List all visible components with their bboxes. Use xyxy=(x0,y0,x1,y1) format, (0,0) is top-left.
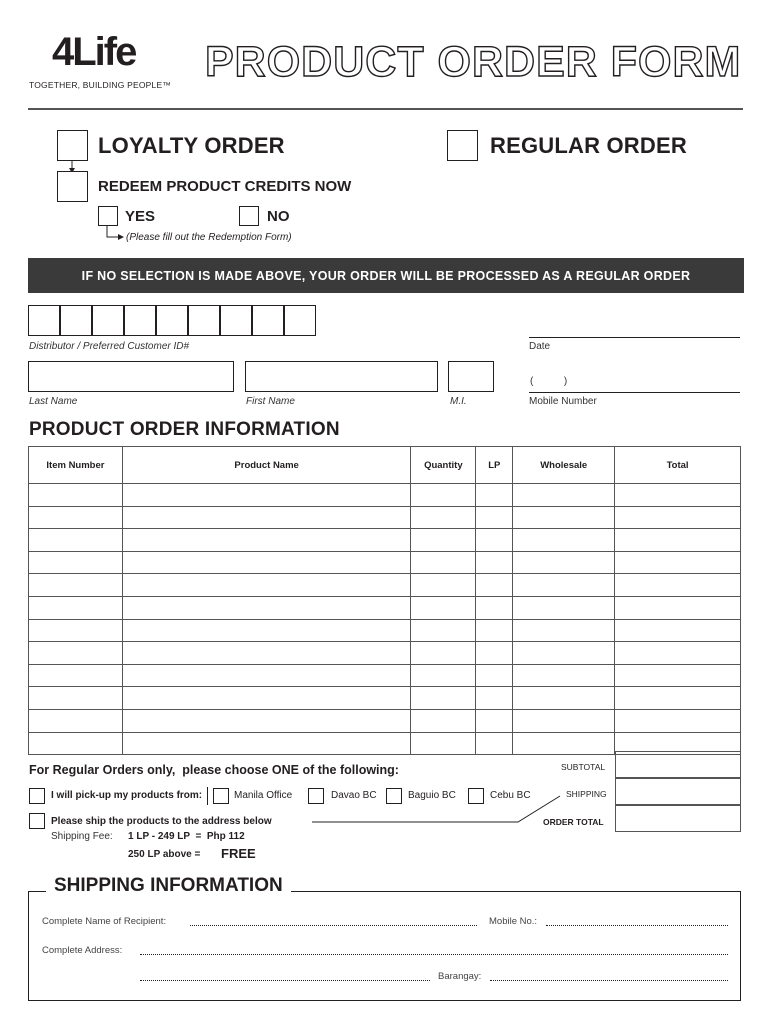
order-cell[interactable] xyxy=(615,619,741,642)
ship-label: Please ship the products to the address below xyxy=(51,816,272,827)
id-digit-box[interactable] xyxy=(156,305,188,336)
column-header: Item Number xyxy=(29,447,123,484)
column-header: LP xyxy=(476,447,513,484)
order-cell[interactable] xyxy=(122,642,411,665)
order-cell[interactable] xyxy=(122,574,411,597)
branch-manila-checkbox[interactable] xyxy=(213,788,229,804)
barangay-label: Barangay: xyxy=(438,971,482,982)
redeem-yes-checkbox[interactable] xyxy=(98,206,118,226)
order-cell[interactable] xyxy=(29,642,123,665)
recipient-field[interactable] xyxy=(190,925,477,926)
distributor-id-caption: Distributor / Preferred Customer ID# xyxy=(29,341,190,352)
redeem-note: (Please fill out the Redemption Form) xyxy=(126,232,292,243)
order-cell[interactable] xyxy=(411,664,476,687)
order-cell[interactable] xyxy=(513,642,615,665)
redeem-yes-label: YES xyxy=(125,208,156,225)
shipping-info-box xyxy=(28,891,741,1001)
order-cell[interactable] xyxy=(615,687,741,710)
order-cell[interactable] xyxy=(513,687,615,710)
table-row xyxy=(29,709,741,732)
header-divider xyxy=(28,108,743,110)
id-digit-box[interactable] xyxy=(252,305,284,336)
column-header: Quantity xyxy=(411,447,476,484)
order-cell[interactable] xyxy=(513,529,615,552)
order-table xyxy=(28,446,741,755)
order-cell[interactable] xyxy=(122,551,411,574)
barangay-field[interactable] xyxy=(490,980,728,981)
form-title: PRODUCT ORDER FORM xyxy=(205,38,742,86)
subtotal-label: SUBTOTAL xyxy=(561,762,606,772)
order-cell[interactable] xyxy=(411,529,476,552)
branch-manila-label: Manila Office xyxy=(234,790,293,801)
order-cell[interactable] xyxy=(122,709,411,732)
shipping-label: SHIPPING xyxy=(566,789,607,799)
table-row xyxy=(29,484,741,507)
pickup-label: I will pick-up my products from: xyxy=(51,790,203,801)
id-digit-box[interactable] xyxy=(92,305,124,336)
mobile-number-caption: Mobile Number xyxy=(529,396,597,407)
order-cell[interactable] xyxy=(615,506,741,529)
order-cell[interactable] xyxy=(476,619,513,642)
order-cell[interactable] xyxy=(615,551,741,574)
order-cell[interactable] xyxy=(411,596,476,619)
order-cell[interactable] xyxy=(122,596,411,619)
regular-options-heading: For Regular Orders only, please choose ONE of the following: xyxy=(29,763,399,777)
middle-initial-field[interactable] xyxy=(448,361,494,392)
id-digit-box[interactable] xyxy=(220,305,252,336)
fee-tier1: 1 LP - 249 LP = Php 112 xyxy=(128,831,245,842)
order-cell[interactable] xyxy=(411,574,476,597)
address-line-2-field[interactable] xyxy=(140,980,430,981)
order-total-label: ORDER TOTAL xyxy=(543,817,604,827)
order-cell[interactable] xyxy=(29,687,123,710)
order-cell[interactable] xyxy=(513,574,615,597)
id-digit-box[interactable] xyxy=(28,305,60,336)
table-row xyxy=(29,596,741,619)
shipping-fee-field[interactable] xyxy=(615,778,741,805)
order-cell[interactable] xyxy=(29,619,123,642)
order-cell[interactable] xyxy=(122,664,411,687)
order-cell[interactable] xyxy=(29,664,123,687)
order-cell[interactable] xyxy=(411,619,476,642)
divider xyxy=(207,787,208,805)
order-cell[interactable] xyxy=(476,551,513,574)
id-digit-box[interactable] xyxy=(188,305,220,336)
order-cell[interactable] xyxy=(29,709,123,732)
column-header: Total xyxy=(615,447,741,484)
id-digit-box[interactable] xyxy=(124,305,156,336)
order-cell[interactable] xyxy=(29,551,123,574)
order-cell[interactable] xyxy=(476,484,513,507)
table-row xyxy=(29,551,741,574)
order-cell[interactable] xyxy=(29,484,123,507)
loyalty-order-label: LOYALTY ORDER xyxy=(98,133,285,158)
first-name-caption: First Name xyxy=(246,396,295,407)
last-name-caption: Last Name xyxy=(29,396,78,407)
regular-order-checkbox[interactable] xyxy=(447,130,478,161)
order-cell[interactable] xyxy=(29,596,123,619)
recipient-label: Complete Name of Recipient: xyxy=(42,916,167,927)
redeem-no-checkbox[interactable] xyxy=(239,206,259,226)
order-cell[interactable] xyxy=(411,642,476,665)
order-cell[interactable] xyxy=(29,732,123,755)
ship-checkbox[interactable] xyxy=(29,813,45,829)
order-cell[interactable] xyxy=(615,709,741,732)
order-cell[interactable] xyxy=(411,687,476,710)
order-cell[interactable] xyxy=(476,596,513,619)
order-info-heading: PRODUCT ORDER INFORMATION xyxy=(29,419,340,440)
order-total-field[interactable] xyxy=(615,805,741,832)
table-row xyxy=(29,687,741,710)
ship-mobile-field[interactable] xyxy=(546,925,728,926)
table-row xyxy=(29,619,741,642)
order-cell[interactable] xyxy=(476,529,513,552)
fee-label: Shipping Fee: xyxy=(51,831,113,842)
mobile-area-code: ( ) xyxy=(530,376,568,387)
id-digit-box[interactable] xyxy=(60,305,92,336)
address-label: Complete Address: xyxy=(42,945,123,956)
order-cell[interactable] xyxy=(615,484,741,507)
shipping-info-heading: SHIPPING INFORMATION xyxy=(46,875,291,897)
brand-logo: 4Life xyxy=(52,30,136,74)
order-cell[interactable] xyxy=(615,642,741,665)
order-cell[interactable] xyxy=(411,484,476,507)
order-cell[interactable] xyxy=(29,574,123,597)
brand-tagline: TOGETHER, BUILDING PEOPLE™ xyxy=(29,80,172,90)
first-name-field[interactable] xyxy=(245,361,438,392)
branch-baguio-label: Baguio BC xyxy=(408,790,456,801)
fee-tier2-label: 250 LP above = xyxy=(128,849,201,860)
redeem-credits-checkbox[interactable] xyxy=(57,171,88,202)
order-cell[interactable] xyxy=(122,484,411,507)
middle-initial-caption: M.I. xyxy=(450,396,467,407)
order-cell[interactable] xyxy=(513,664,615,687)
order-cell[interactable] xyxy=(476,687,513,710)
order-cell[interactable] xyxy=(513,732,615,755)
last-name-field[interactable] xyxy=(28,361,234,392)
order-cell[interactable] xyxy=(411,551,476,574)
arrow-right-icon xyxy=(100,225,126,243)
pickup-checkbox[interactable] xyxy=(29,788,45,804)
date-caption: Date xyxy=(529,341,551,352)
order-cell[interactable] xyxy=(29,506,123,529)
order-cell[interactable] xyxy=(411,732,476,755)
default-order-banner: IF NO SELECTION IS MADE ABOVE, YOUR ORDER WILL BE PROCESSED AS A REGULAR ORDER xyxy=(28,258,744,293)
order-cell[interactable] xyxy=(513,506,615,529)
order-cell[interactable] xyxy=(476,732,513,755)
order-cell[interactable] xyxy=(615,529,741,552)
order-cell[interactable] xyxy=(476,642,513,665)
table-row xyxy=(29,664,741,687)
order-cell[interactable] xyxy=(513,551,615,574)
order-cell[interactable] xyxy=(615,574,741,597)
column-header: Product Name xyxy=(122,447,411,484)
order-cell[interactable] xyxy=(476,664,513,687)
subtotal-field[interactable] xyxy=(615,751,741,778)
order-cell[interactable] xyxy=(476,506,513,529)
column-header: Wholesale xyxy=(513,447,615,484)
order-cell[interactable] xyxy=(411,506,476,529)
order-cell[interactable] xyxy=(513,484,615,507)
table-row xyxy=(29,642,741,665)
order-cell[interactable] xyxy=(411,709,476,732)
table-row xyxy=(29,506,741,529)
fee-tier2-value: FREE xyxy=(221,846,256,861)
order-cell[interactable] xyxy=(122,619,411,642)
order-cell[interactable] xyxy=(122,529,411,552)
table-row xyxy=(29,529,741,552)
branch-cebu-label: Cebu BC xyxy=(490,790,531,801)
branch-davao-label: Davao BC xyxy=(331,790,377,801)
date-field[interactable] xyxy=(529,337,740,338)
connector-line xyxy=(312,795,562,825)
order-cell[interactable] xyxy=(29,529,123,552)
redeem-no-label: NO xyxy=(267,208,290,225)
mobile-number-field[interactable] xyxy=(529,392,740,393)
loyalty-order-checkbox[interactable] xyxy=(57,130,88,161)
redeem-credits-label: REDEEM PRODUCT CREDITS NOW xyxy=(98,178,352,195)
order-cell[interactable] xyxy=(513,596,615,619)
ship-mobile-label: Mobile No.: xyxy=(489,916,538,927)
address-field[interactable] xyxy=(140,954,728,955)
order-cell[interactable] xyxy=(513,619,615,642)
table-row xyxy=(29,574,741,597)
order-cell[interactable] xyxy=(122,687,411,710)
order-cell[interactable] xyxy=(122,506,411,529)
table-header-row xyxy=(29,447,741,484)
order-cell[interactable] xyxy=(122,732,411,755)
regular-order-label: REGULAR ORDER xyxy=(490,133,687,158)
id-digit-box[interactable] xyxy=(284,305,316,336)
order-cell[interactable] xyxy=(513,709,615,732)
order-cell[interactable] xyxy=(476,709,513,732)
order-cell[interactable] xyxy=(476,574,513,597)
order-cell[interactable] xyxy=(615,664,741,687)
order-cell[interactable] xyxy=(615,596,741,619)
